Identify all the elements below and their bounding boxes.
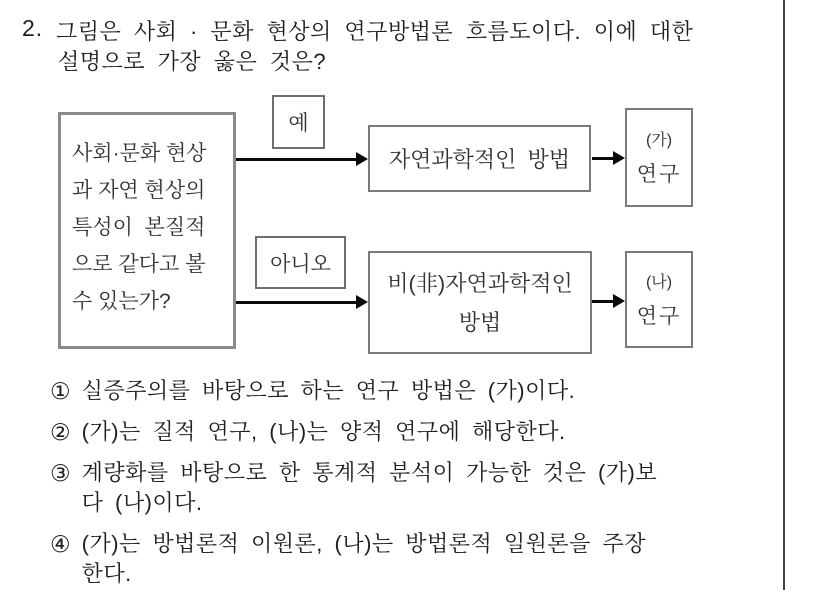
decision-line: 특성이 본질적 — [72, 216, 206, 239]
arrow-right-icon — [356, 152, 368, 166]
non-natural-method-line2: 방법 — [458, 309, 502, 335]
option-4-text-line1: (가)는 방법론적 이원론, (나)는 방법론적 일원론을 주장 — [81, 531, 647, 556]
option-3-marker: ③ — [50, 460, 71, 486]
decision-line: 과 자연 현상의 — [72, 179, 206, 202]
non-natural-method-box — [368, 251, 592, 354]
result-ga-label: (가) — [645, 132, 673, 149]
natural-method-box: 자연과학적인 방법 — [368, 125, 591, 192]
option-4-marker: ④ — [50, 531, 71, 557]
option-1-text: 실증주의를 바탕으로 하는 연구 방법은 (가)이다. — [81, 378, 576, 403]
option-2-text: (가)는 질적 연구, (나)는 양적 연구에 해당한다. — [81, 419, 566, 444]
result-na-box — [625, 251, 693, 348]
option-row-2 — [50, 417, 566, 447]
arrow-right-icon — [613, 151, 625, 165]
result-ga-box — [625, 108, 693, 207]
result-na-label: (나) — [645, 274, 673, 291]
option-1-marker: ① — [50, 378, 71, 404]
option-3-text-line2: 다 (나)이다. — [81, 490, 203, 515]
flow-line-no — [236, 301, 357, 304]
yes-label-box: 예 — [272, 95, 325, 149]
option-4-text-line2: 한다. — [81, 561, 132, 586]
question-text-line1: 그림은 사회 · 문화 현상의 연구방법론 흐름도이다. 이에 대한 — [56, 19, 694, 44]
flow-line-na — [592, 300, 614, 303]
column-divider — [783, 0, 785, 590]
decision-line: 수 있는가? — [72, 290, 171, 313]
decision-line: 사회·문화 현상 — [72, 142, 207, 165]
non-natural-method-line1: 비(非)자연과학적인 — [387, 270, 573, 296]
decision-box — [58, 112, 236, 349]
question-text-line2: 설명으로 가장 옳은 것은? — [58, 49, 327, 74]
question-number: 2. — [22, 15, 44, 41]
result-na-text: 연구 — [636, 305, 682, 328]
option-row-4 — [50, 529, 646, 589]
option-3-text-line1: 계량화를 바탕으로 한 통계적 분석이 가능한 것은 (가)보 — [81, 460, 658, 485]
option-row-3 — [50, 458, 657, 518]
decision-line: 으로 같다고 볼 — [72, 253, 206, 276]
option-row-1 — [50, 376, 575, 406]
flow-line-yes — [236, 158, 357, 161]
arrow-right-icon — [356, 295, 368, 309]
no-label-box: 아니오 — [255, 236, 346, 289]
arrow-right-icon — [613, 294, 625, 308]
result-ga-text: 연구 — [636, 163, 682, 186]
option-2-marker: ② — [50, 419, 71, 445]
flow-line-ga — [592, 157, 614, 160]
